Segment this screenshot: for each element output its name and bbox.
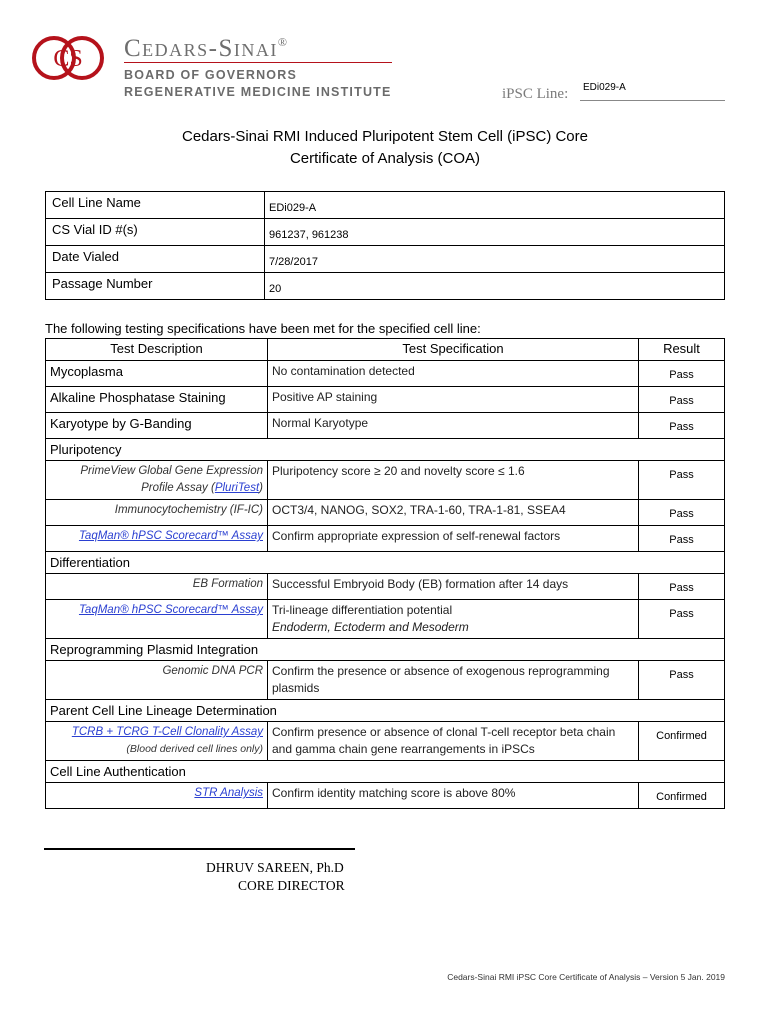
section-title: Parent Cell Line Lineage Determination xyxy=(46,700,725,722)
ipsc-line-field[interactable]: EDi029-A xyxy=(583,82,626,93)
document-title: Cedars-Sinai RMI Induced Pluripotent Stem Cell (iPSC) Core xyxy=(182,128,588,145)
test-name: Karyotype by G-Banding xyxy=(46,413,268,439)
test-spec: Confirm the presence or absence of exogenous reprogramming plasmids xyxy=(268,661,639,700)
signature-line xyxy=(44,848,355,850)
date-vialed-field[interactable]: 7/28/2017 xyxy=(265,246,725,273)
section-row xyxy=(46,761,725,783)
test-spec-line: Tri-lineage differentiation potential xyxy=(272,603,453,617)
test-spec: Confirm appropriate expression of self-renewal factors xyxy=(268,526,639,552)
test-name xyxy=(46,526,268,552)
table-row xyxy=(46,413,725,439)
registered-mark: ® xyxy=(277,35,289,49)
test-spec: Successful Embryoid Body (EB) formation after 14 days xyxy=(268,574,639,600)
test-spec: No contamination detected xyxy=(268,361,639,387)
test-spec: Positive AP staining xyxy=(268,387,639,413)
result-field[interactable]: Pass xyxy=(639,413,725,439)
test-spec-line: Endoderm, Ectoderm and Mesoderm xyxy=(272,620,469,634)
section-title: Cell Line Authentication xyxy=(46,761,725,783)
section-title: Differentiation xyxy=(46,552,725,574)
section-row xyxy=(46,552,725,574)
taqman-scorecard-link[interactable]: TaqMan® hPSC Scorecard™ Assay xyxy=(78,530,263,542)
vial-id-field[interactable]: 961237, 961238 xyxy=(265,219,725,246)
table-row xyxy=(46,461,725,500)
table-row xyxy=(46,783,725,809)
cell-line-name-field[interactable]: EDi029-A xyxy=(265,192,725,219)
info-label: CS Vial ID #(s) xyxy=(46,219,265,246)
tcell-clonality-link[interactable]: TCRB + TCRG T-Cell Clonality Assay xyxy=(71,726,263,738)
test-specification-table xyxy=(45,338,725,809)
spec-intro-text: The following testing specifications have been met for the specified cell line: xyxy=(45,321,481,336)
info-row-date-vialed xyxy=(46,246,725,273)
section-row xyxy=(46,639,725,661)
brand-subtitle-board: BOARD OF GOVERNORS xyxy=(124,68,297,82)
test-name-part: ) xyxy=(259,482,263,494)
test-name xyxy=(46,461,268,500)
signatory-title: CORE DIRECTOR xyxy=(238,878,345,893)
table-row xyxy=(46,722,725,761)
result-field[interactable]: Pass xyxy=(639,661,725,700)
table-row xyxy=(46,661,725,700)
test-name: Mycoplasma xyxy=(46,361,268,387)
test-spec: OCT3/4, NANOG, SOX2, TRA-1-60, TRA-1-81, SSEA4 xyxy=(268,500,639,526)
table-row xyxy=(46,574,725,600)
info-label: Cell Line Name xyxy=(46,192,265,219)
section-row xyxy=(46,439,725,461)
section-row xyxy=(46,700,725,722)
result-field[interactable]: Pass xyxy=(639,500,725,526)
info-label: Passage Number xyxy=(46,273,265,300)
ipsc-line-underline xyxy=(580,100,725,101)
str-analysis-link[interactable]: STR Analysis xyxy=(194,787,263,799)
signatory-name: DHRUV SAREEN, Ph.D xyxy=(206,860,344,875)
taqman-scorecard-link[interactable]: TaqMan® hPSC Scorecard™ Assay xyxy=(78,604,263,616)
passage-number-field[interactable]: 20 xyxy=(265,273,725,300)
header-test-description: Test Description xyxy=(46,339,268,361)
test-spec: Confirm identity matching score is above 80% xyxy=(268,783,639,809)
header-result: Result xyxy=(639,339,725,361)
result-field[interactable]: Confirmed xyxy=(639,722,725,761)
result-field[interactable]: Pass xyxy=(639,600,725,639)
test-name xyxy=(46,722,268,761)
result-field[interactable]: Pass xyxy=(639,574,725,600)
test-spec xyxy=(268,600,639,639)
info-row-cell-line-name xyxy=(46,192,725,219)
test-name: Immunocytochemistry (IF-IC) xyxy=(46,500,268,526)
test-name: Genomic DNA PCR xyxy=(46,661,268,700)
info-row-passage-number xyxy=(46,273,725,300)
info-label: Date Vialed xyxy=(46,246,265,273)
table-row xyxy=(46,361,725,387)
test-name-note: (Blood derived cell lines only) xyxy=(126,743,263,755)
logo-lettering: CS xyxy=(53,46,83,72)
test-spec: Confirm presence or absence of clonal T-cell receptor beta chain and gamma chain gene rearrangements in iPSCs xyxy=(268,722,639,761)
ipsc-line-label: iPSC Line: xyxy=(502,86,569,102)
footer-version: Cedars-Sinai RMI iPSC Core Certificate of Analysis – Version 5 Jan. 2019 xyxy=(447,972,725,982)
result-field[interactable]: Confirmed xyxy=(639,783,725,809)
table-row xyxy=(46,500,725,526)
table-row xyxy=(46,526,725,552)
test-name-part: PrimeView Global Gene Expression xyxy=(80,465,263,477)
test-name xyxy=(46,600,268,639)
brand-subtitle-institute: REGENERATIVE MEDICINE INSTITUTE xyxy=(124,85,392,99)
brand-name xyxy=(124,35,289,63)
section-title: Pluripotency xyxy=(46,439,725,461)
header-test-specification: Test Specification xyxy=(268,339,639,361)
cell-line-info-table xyxy=(45,191,725,300)
table-row xyxy=(46,600,725,639)
result-field[interactable]: Pass xyxy=(639,361,725,387)
test-name-part: Profile Assay ( xyxy=(141,482,215,494)
pluritest-link[interactable]: PluriTest xyxy=(214,482,260,494)
result-field[interactable]: Pass xyxy=(639,461,725,500)
result-field[interactable]: Pass xyxy=(639,387,725,413)
test-name xyxy=(46,783,268,809)
table-row xyxy=(46,387,725,413)
test-name: EB Formation xyxy=(46,574,268,600)
cedars-sinai-logo xyxy=(32,32,107,84)
brand-divider xyxy=(124,62,392,63)
brand-name-text: Cedars-Sinai xyxy=(124,35,278,62)
result-field[interactable]: Pass xyxy=(639,526,725,552)
table-header-row xyxy=(46,339,725,361)
info-row-vial-id xyxy=(46,219,725,246)
section-title: Reprogramming Plasmid Integration xyxy=(46,639,725,661)
document-subtitle: Certificate of Analysis (COA) xyxy=(289,150,481,167)
test-spec: Pluripotency score ≥ 20 and novelty score ≤ 1.6 xyxy=(268,461,639,500)
test-spec: Normal Karyotype xyxy=(268,413,639,439)
test-name: Alkaline Phosphatase Staining xyxy=(46,387,268,413)
